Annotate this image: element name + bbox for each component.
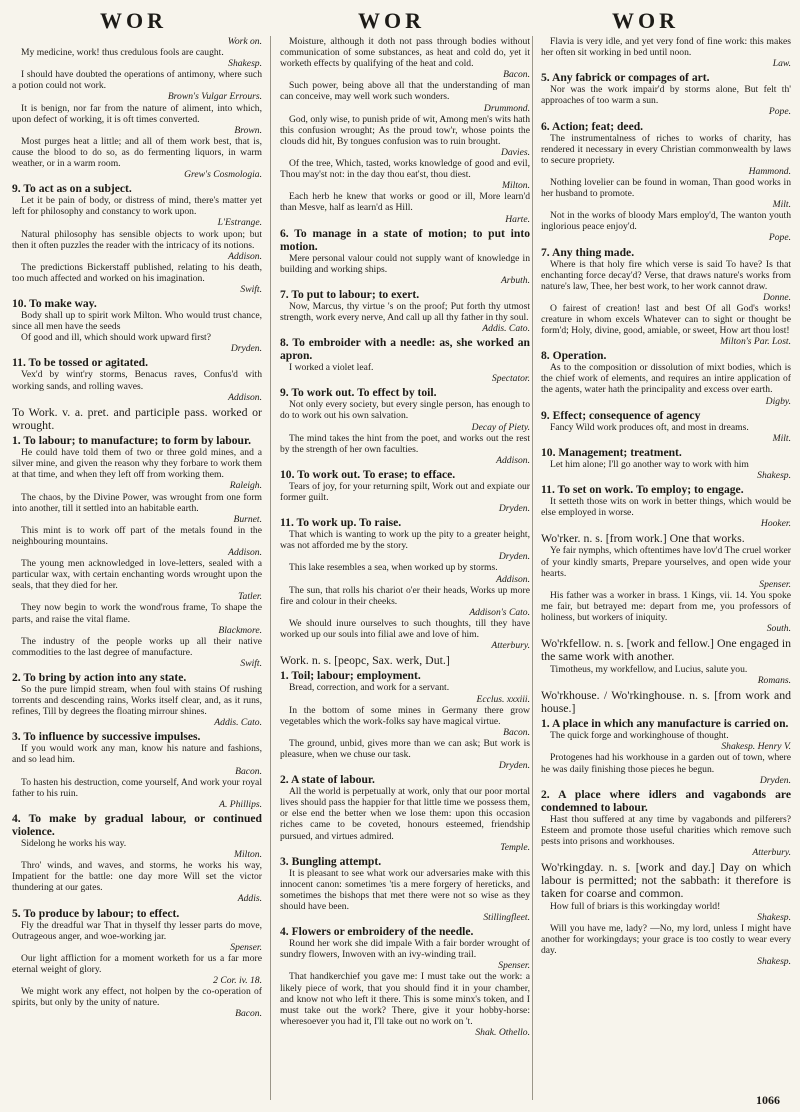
quotation-source: Spenser. — [230, 941, 262, 953]
quotation-text: He could have told them of two or three gold mines, and a silver mine, and given the reason why they forbare to work them at that time, and when they left off from working them. — [12, 447, 262, 481]
quotation-source: Raleigh. — [229, 480, 262, 492]
quotation-source: Ecclus. xxxiii. — [476, 693, 530, 705]
quotation-source: Shak. Othello. — [475, 1026, 530, 1038]
quotation-source: Hammond. — [748, 165, 791, 177]
quotation-text: They now begin to work the wond'rous frame, To shape the parts, and raise the vital flame. — [12, 602, 262, 625]
quotation-text: How full of briars is this workingday world! — [550, 900, 721, 912]
quotation-source: Harte. — [505, 213, 530, 225]
quotation-source: Romans. — [757, 674, 791, 686]
quotation-text: His father was a worker in brass. 1 Kings, vii. 14. You spoke me fair, but betrayed me: depart from me, you professors of holiness, but workers of iniquity. — [541, 589, 791, 624]
quotation-text: Tears of joy, for your returning spilt, Work out and expiate our former guilt. — [280, 480, 530, 503]
quotation-source: Swift. — [240, 657, 262, 669]
quotation-text: As to the composition or dissolution of mixt bodies, which is the chief work of elements, and requires an intire application of the agents, water hath the principality and excess over earth. — [541, 362, 791, 396]
quotation-source: Shakesp. — [757, 469, 791, 481]
quotation-text: Vex'd by wint'ry storms, Benacus raves, Confus'd with working sands, and rolling waves. — [12, 369, 262, 392]
sense-heading: 1. A place in which any manufacture is carried on. — [541, 717, 789, 731]
quotation-text: I worked a violet leaf. — [289, 362, 374, 374]
sense-heading: 2. To bring by action into any state. — [12, 671, 187, 684]
quotation-text: Such power, being above all that the understanding of man can conceive, may well work such wonders. — [280, 80, 530, 103]
headword-entry: Work. n. s. [peopc, Sax. werk, Dut.] — [280, 653, 450, 668]
quotation-source: Atterbury. — [752, 846, 791, 858]
quotation-source: Decay of Piety. — [471, 421, 530, 433]
quotation-text: My medicine, work! thus credulous fools are caught. — [21, 47, 224, 59]
quotation-text: Nothing lovelier can be found in woman, Than good works in her husband to promote. — [541, 176, 791, 200]
quotation-text: Nor was the work impair'd by storms alone, But felt th' approaches of too warm a sun. — [541, 84, 791, 107]
quotation-source: Spectator. — [491, 373, 530, 385]
quotation-source: Brown's Vulgar Errours. — [167, 91, 262, 103]
quotation-text: O fairest of creation! last and best Of all God's works! creature in whom excels Whatever can to sight or thought be form'd; Holy, divine, good, amiable, or sweet, How art thou lost! — [541, 302, 791, 337]
sense-heading: 10. Management; treatment. — [541, 445, 682, 459]
quotation-text: Most purges heat a little; and all of them work best, that is, cause the blood to do so, as do fermenting liquors, in warm weather, or in a warm room. — [12, 135, 262, 170]
sense-heading: 11. To be tossed or agitated. — [12, 356, 149, 370]
quotation-source: Addis. — [237, 893, 262, 905]
quotation-source: Swift. — [240, 283, 262, 295]
quotation-source: Shakesp. — [757, 956, 791, 968]
quotation-source: Addison. — [228, 546, 262, 558]
quotation-text: Mere personal valour could not supply want of knowledge in building and working ships. — [280, 252, 530, 275]
quotation-source: Arbuth. — [500, 274, 530, 286]
column-2 — [280, 36, 530, 1096]
sense-heading: 4. Flowers or embroidery of the needle. — [280, 925, 474, 939]
quotation-source: Milton's Par. Lost. — [720, 336, 791, 348]
quotation-text: Will you have me, lady? —No, my lord, unless I might have another for workingdays; your grace is too costly to wear every day. — [541, 922, 791, 957]
quotation-text: Not only every society, but every single person, has enough to do to work out his own salvation. — [280, 399, 530, 422]
sense-heading: 11. To work up. To raise. — [280, 516, 402, 530]
quotation-source: Addis. Cato. — [214, 717, 262, 729]
sense-heading: 11. To set on work. To employ; to engage. — [541, 483, 744, 496]
quotation-source: Dryden. — [498, 551, 530, 563]
quotation-text: This lake resembles a sea, when worked up by storms. — [289, 562, 498, 574]
quotation-text: Thro' winds, and waves, and storms, he works his way, Impatient for the battle: one day more Will set the victor thundering at our gates. — [12, 860, 262, 894]
column-3 — [541, 36, 791, 1096]
quotation-text: Hast thou suffered at any time by vagabonds and pilferers? Esteem and promote those useful charities which remove such pests into prisons and workhouses. — [541, 813, 791, 847]
sense-heading: 5. Any fabrick or compages of art. — [541, 71, 710, 85]
quotation-text: In the bottom of some mines in Germany there grow vegetables which the work-folks say have magical virtue. — [280, 704, 530, 727]
quotation-text: Protogenes had his workhouse in a garden out of town, where he was daily finishing those pieces he begun. — [541, 752, 791, 775]
quotation-text: It is pleasant to see what work our adversaries make with this innocent canon: sometimes 'tis a mere forgery of hereticks, and sometimes the bishops that met there were not so wise as they should have been. — [280, 867, 530, 913]
quotation-source: Addis. Cato. — [482, 323, 530, 335]
quotation-source: Tatler. — [238, 591, 262, 603]
quotation-text: God, only wise, to punish pride of wit, Among men's wits hath this confusion wrought; As the proud tow'r, whose points the clouds did hit, By tongues confusion was to ruin brought. — [280, 113, 530, 147]
quotation-text: Fancy Wild work produces oft, and most in dreams. — [550, 421, 749, 433]
page-number: 1066 — [756, 1093, 780, 1107]
quotation-source: Burnet. — [233, 513, 262, 525]
quotation-source: Spenser. — [759, 578, 791, 590]
sense-heading: 9. To work out. To effect by toil. — [280, 386, 437, 400]
sense-heading: 10. To work out. To erase; to efface. — [280, 467, 456, 481]
quotation-source: Hooker. — [760, 518, 791, 530]
quotation-source: Dryden. — [230, 343, 262, 355]
quotation-source: Spenser. — [498, 960, 530, 972]
quotation-source: Pope. — [768, 106, 791, 118]
quotation-source: Law. — [772, 58, 791, 70]
quotation-text: Natural philosophy has sensible objects to work upon; but then it often puzzles the reader with the intricacy of its notions. — [12, 228, 262, 251]
quotation-source: Temple. — [500, 841, 530, 853]
headword-entry: To Work. v. a. pret. and participle pass. worked or wrought. — [12, 404, 262, 432]
quotation-text: All the world is perpetually at work, only that our poor mortal lives should pass the happier for that little time we possess them, or else end the better when we lose them: upon this occasion riches came to be coveted, honours esteemed, friendship pursued, and virtues admired. — [280, 786, 530, 842]
quotation-text: Now, Marcus, thy virtue 's on the proof; Put forth thy utmost strength, work every nerve, And call up all thy father in thy soul. — [280, 300, 530, 323]
quotation-text: Fly the dreadful war That in thyself thy lesser parts do move, Outrageous anger, and woe-working jar. — [12, 919, 262, 942]
quotation-source: Milt. — [772, 432, 791, 444]
column-rule-2 — [532, 36, 533, 1100]
quotation-text: Sidelong he works his way. — [21, 837, 127, 849]
quotation-source: A. Phillips. — [219, 798, 262, 810]
quotation-text: Let him alone; I'll go another way to work with him — [550, 458, 749, 470]
quotation-source: Bacon. — [235, 765, 262, 777]
quotation-text: We might work any effect, not holpen by the co-operation of spirits, but only by the unity of nature. — [12, 986, 262, 1009]
quotation-source: Addison. — [228, 391, 262, 403]
quotation-text: I should have doubted the operations of antimony, where such a potion could not work. — [12, 69, 262, 92]
quotation-text: Body shall up to spirit work Milton. Who would trust chance, since all men have the seeds — [12, 310, 262, 333]
quotation-source: Drummond. — [483, 102, 530, 114]
quotation-text: Not in the works of bloody Mars employ'd, The wanton youth inglorious peace enjoy'd. — [541, 210, 791, 233]
column-1 — [12, 36, 262, 1096]
quotation-text: The ground, unbid, gives more than we can ask; But work is pleasure, when we chuse our task. — [280, 737, 530, 760]
quotation-text: Each herb he knew that works or good or ill, More learn'd than Mesve, half as learn'd as Hill. — [280, 191, 530, 214]
quotation-source: L'Estrange. — [217, 217, 262, 229]
quotation-text: Of good and ill, which should work upward first? — [21, 332, 211, 344]
sense-heading: 7. To put to labour; to exert. — [280, 287, 420, 301]
quotation-text: It setteth those wits on work in better things, which would be else employed in worse. — [541, 496, 791, 519]
quotation-source: Shakesp. — [757, 911, 791, 923]
sense-heading: 1. To labour; to manufacture; to form by labour. — [12, 434, 251, 448]
quotation-source: Grew's Cosmologia. — [184, 169, 262, 181]
sense-heading: 6. Action; feat; deed. — [541, 119, 644, 133]
headword-entry: Wo'rkhouse. / Wo'rkinghouse. n. s. [from work and house.] — [541, 687, 791, 716]
quotation-source: Atterbury. — [491, 640, 530, 652]
quotation-text: Let it be pain of body, or distress of mind, there's matter yet left for philosophy and constancy to work upon. — [12, 195, 262, 218]
sense-heading: 7. Any thing made. — [541, 245, 635, 259]
quotation-text: Ye fair nymphs, which oftentimes have lov'd The cruel worker of your kindly smarts, Prepare yourselves, and open wide your hearts. — [541, 545, 791, 579]
headword-entry: Wo'rkfellow. n. s. [work and fellow.] One engaged in the same work with another. — [541, 636, 791, 664]
quotation-text: Where is that holy fire which verse is said To have? Is that enchanting force decay'd? Verse, that draws nature's works from nature's law, Thee, her best work, to her work cannot draw. — [541, 258, 791, 292]
quotation-text: So the pure limpid stream, when foul with stains Of rushing torrents and descending rains, Works itself clear, and, as it runs, refines, Till by degrees the floating mirrour shines. — [12, 684, 262, 718]
quotation-source: Shakesp. — [228, 58, 262, 70]
quotation-source: Addison. — [496, 454, 530, 466]
quotation-text: Our light affliction for a moment worketh for us a far more eternal weight of glory. — [12, 952, 262, 975]
quotation-source: South. — [766, 623, 791, 635]
quotation-text: The mind takes the hint from the poet, and works out the rest by the strength of her own faculties. — [280, 432, 530, 455]
quotation-text: The instrumentalness of riches to works of charity, has rendered it necessary in every Christian commonwealth by laws to secure propriety. — [541, 132, 791, 166]
quotation-text: This mint is to work off part of the metals found in the neighbouring mountains. — [12, 524, 262, 547]
quotation-text: Moisture, although it doth not pass through bodies without communication of some substances, as heat and cold do, yet it worketh effects by qualifying of the heat and cold. — [280, 36, 530, 70]
quotation-source: Milton. — [502, 180, 530, 192]
quotation-text: It is benign, nor far from the nature of aliment, into which, upon defect of working, it is oft times converted. — [12, 102, 262, 125]
quotation-text: The sun, that rolls his chariot o'er their heads, Works up more fire and colour in their cheeks. — [280, 584, 530, 607]
quotation-text: The predictions Bickerstaff published, relating to his death, too much affected and worked on his imagination. — [12, 261, 262, 284]
sense-heading: 3. To influence by successive impulses. — [12, 730, 201, 744]
quotation-source: Pope. — [768, 232, 791, 244]
quotation-source: Milton. — [234, 849, 262, 861]
quotation-source: Stillingfleet. — [483, 912, 530, 924]
running-head-left: WOR — [100, 8, 167, 33]
column-rule-1 — [270, 36, 271, 1100]
sense-heading: 2. A state of labour. — [280, 773, 375, 787]
quotation-text: That handkerchief you gave me: I must take out the work: a likely piece of work, that you should find it in your chamber, and know not who left it there. This is some minx's token, and I must take out the work? There, give it your hobby-horse: wheresoever you had it, I'll take out no work on 't. — [280, 971, 530, 1027]
sense-heading: 5. To produce by labour; to effect. — [12, 906, 180, 920]
quotation-text: We should inure ourselves to such thoughts, till they have worked up our souls into filial awe and love of him. — [280, 617, 530, 641]
quotation-source: Bacon. — [235, 1008, 262, 1020]
quotation-source: Davies. — [500, 146, 530, 158]
sense-heading: 8. Operation. — [541, 349, 607, 363]
quotation-source: Bacon. — [503, 726, 530, 738]
quotation-source: Bacon. — [503, 69, 530, 81]
sense-heading: 8. To embroider with a needle: as, she worked an apron. — [280, 336, 530, 363]
quotation-source: Milt. — [772, 199, 791, 211]
sense-heading: 2. A place where idlers and vagabonds are condemned to labour. — [541, 787, 791, 814]
quotation-source: Dryden. — [498, 503, 530, 515]
quotation-text: If you would work any man, know his nature and fashions, and so lead him. — [12, 743, 262, 766]
quotation-text: The chaos, by the Divine Power, was wrought from one form into another, till it settled into an habitable earth. — [12, 491, 262, 514]
quotation-source: Addison. — [496, 573, 530, 585]
sense-heading: 10. To make way. — [12, 297, 97, 311]
quotation-text: The industry of the people works up all their native commodities to the last degree of manufacture. — [12, 635, 262, 658]
quotation-text: To hasten his destruction, come yourself, And work your royal father to his ruin. — [12, 776, 262, 799]
quotation-source: Dryden. — [498, 760, 530, 772]
quotation-source: Blackmore. — [218, 624, 262, 636]
quotation-text: Timotheus, my workfellow, and Lucius, salute you. — [550, 663, 748, 675]
quotation-source: Donne. — [763, 291, 791, 303]
sense-heading: 9. To act as on a subject. — [12, 182, 132, 196]
quotation-source: 2 Cor. iv. 18. — [213, 974, 262, 986]
quotation-source: Work on. — [227, 36, 262, 47]
quotation-text: Bread, correction, and work for a servant. — [289, 682, 450, 694]
quotation-text: Flavia is very idle, and yet very fond of fine work: this makes her often sit working in bed until noon. — [541, 36, 791, 59]
quotation-text: Round her work she did impale With a fair border wrought of sundry flowers, Inwoven with an ivy-winding trail. — [280, 938, 530, 961]
sense-heading: 4. To make by gradual labour, or continued violence. — [12, 811, 262, 838]
quotation-source: Digby. — [765, 395, 791, 407]
headword-entry: Wo'rker. n. s. [from work.] One that works. — [541, 531, 745, 546]
quotation-text: That which is wanting to work up the pity to a greater height, was not afforded me by the story. — [280, 529, 530, 552]
sense-heading: 1. Toil; labour; employment. — [280, 669, 421, 683]
quotation-source: Shakesp. Henry V. — [721, 741, 791, 753]
sense-heading: 9. Effect; consequence of agency — [541, 408, 701, 422]
quotation-source: Addison's Cato. — [469, 606, 530, 618]
quotation-text: The young men acknowledged in love-letters, sealed with a particular wax, with certain enchanting words wrought upon the seals, that they died for her. — [12, 558, 262, 592]
headword-entry: Wo'rkingday. n. s. [work and day.] Day on which labour is permitted; not the sabbath: it therefore is taken for coarse and common. — [541, 860, 791, 901]
sense-heading: 6. To manage in a state of motion; to put into motion. — [280, 226, 530, 253]
quotation-source: Dryden. — [759, 774, 791, 786]
quotation-source: Addison. — [228, 250, 262, 262]
running-head-right: WOR — [612, 8, 679, 33]
running-head-center: WOR — [358, 8, 425, 33]
quotation-text: Of the tree, Which, tasted, works knowledge of good and evil, Thou may'st not: in the day thou eat'st, thou diest. — [280, 158, 530, 181]
quotation-text: The quick forge and workinghouse of thought. — [550, 730, 729, 742]
sense-heading: 3. Bungling attempt. — [280, 854, 382, 868]
quotation-source: Brown. — [234, 124, 262, 136]
